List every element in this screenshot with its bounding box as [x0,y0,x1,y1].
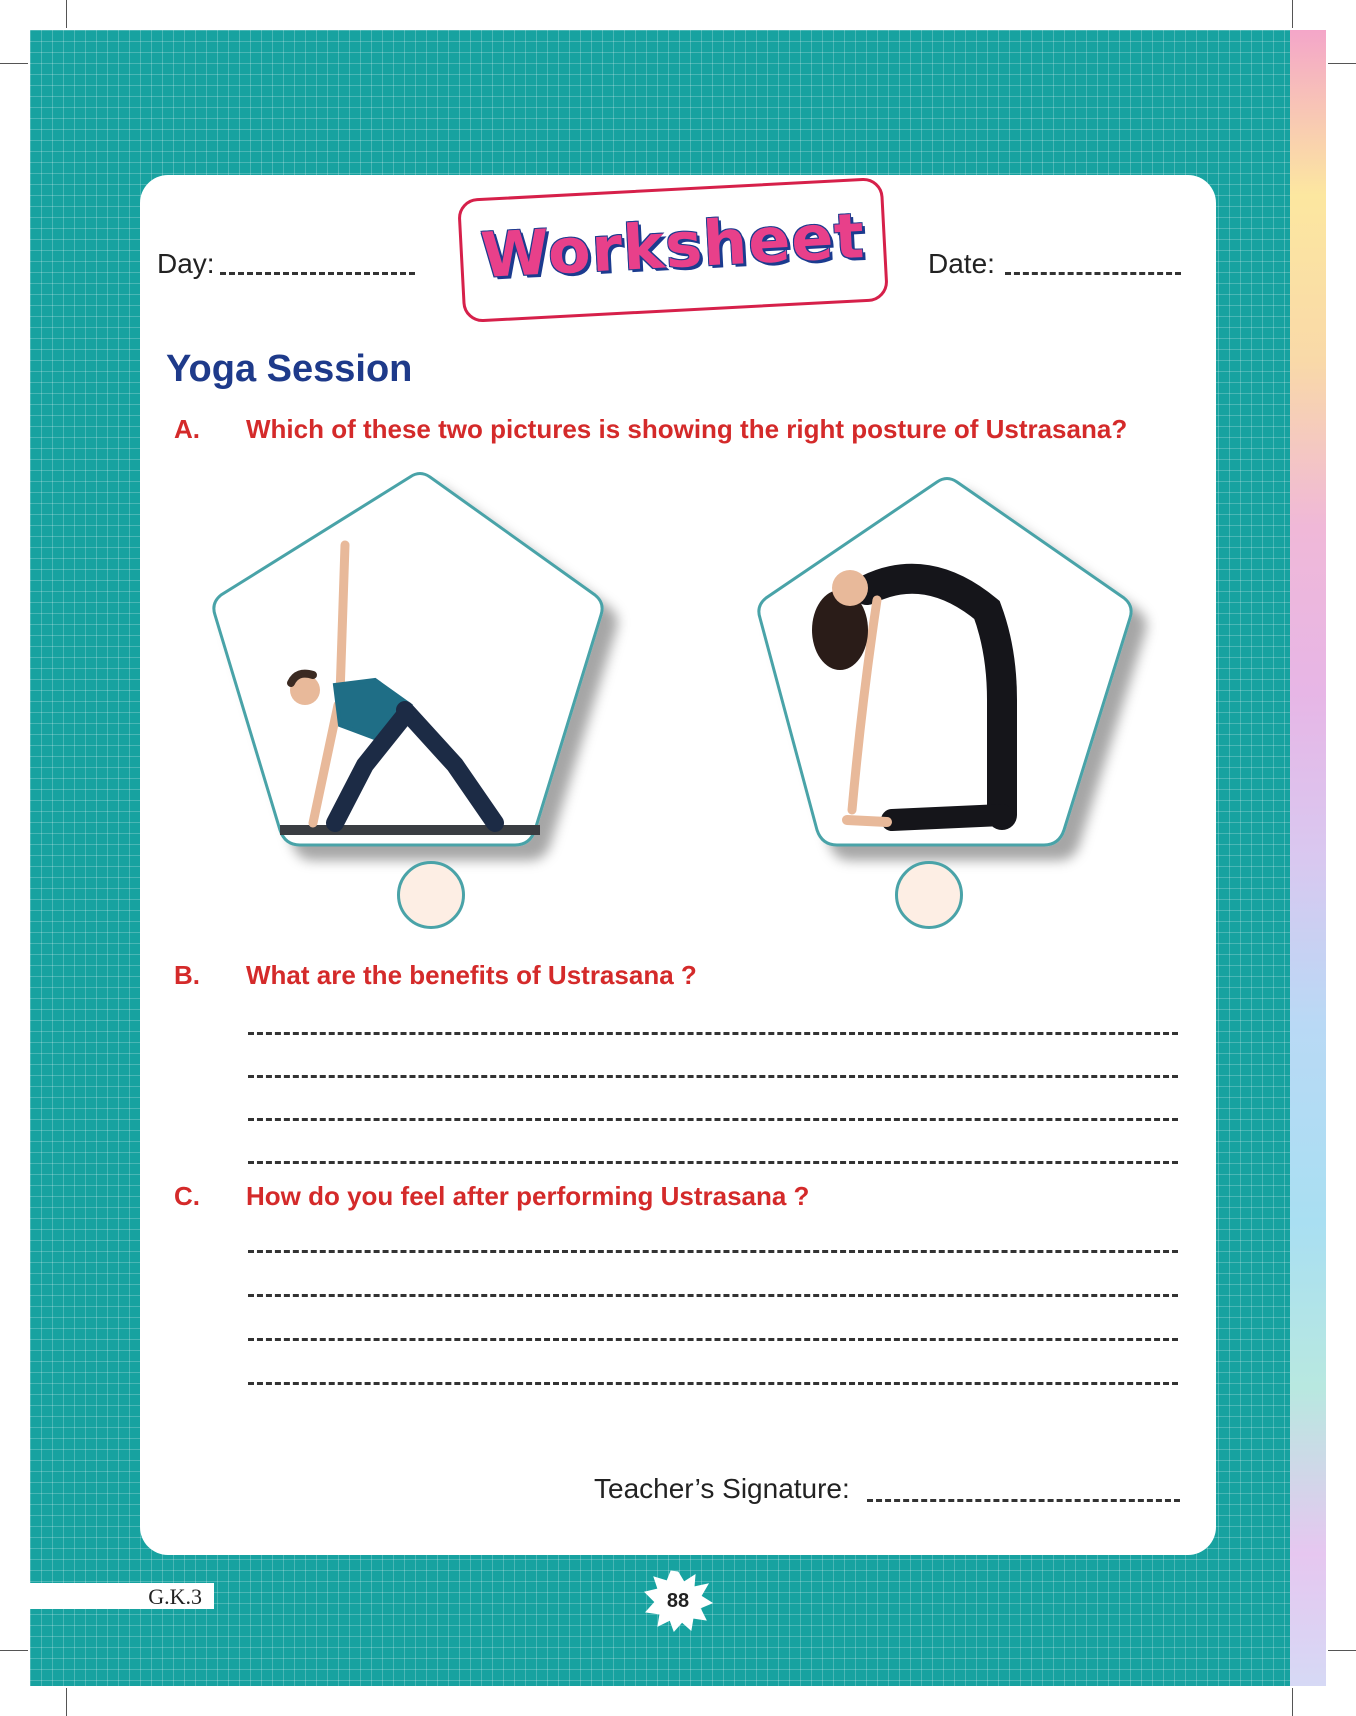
crop-mark [1292,1688,1293,1716]
pentagon-frame [759,479,1131,846]
date-label: Date: [928,248,995,279]
rainbow-edge-strip [1290,30,1326,1686]
worksheet-title-box [457,177,889,323]
date-input-line[interactable] [1005,272,1181,275]
worksheet-title: Worksheet [478,198,867,293]
question-a-letter: A. [174,414,200,444]
question-b-letter: B. [174,960,200,990]
signature-line[interactable] [867,1499,1180,1502]
photo-triangle-pose [205,465,635,885]
answer-circle-1[interactable] [397,861,465,929]
day-label: Day: [157,248,215,279]
question-b-text: What are the benefits of Ustrasana ? [246,960,697,990]
crop-mark [1292,0,1293,28]
section-title: Yoga Session [166,348,413,390]
answer-circle-2[interactable] [895,861,963,929]
answer-c-line-2[interactable] [248,1294,1178,1297]
page-number: 88 [666,1590,690,1612]
signature-label: Teacher’s Signature: [594,1473,850,1504]
crop-mark [0,1650,28,1651]
photo-camel-pose [752,470,1182,890]
page-number-badge [643,1570,713,1632]
answer-c-line-4[interactable] [248,1382,1178,1385]
question-c-text: How do you feel after performing Ustrasana ? [246,1181,810,1211]
answer-b-line-1[interactable] [248,1032,1178,1035]
answer-c-line-1[interactable] [248,1250,1178,1253]
crop-mark [66,1688,67,1716]
book-code: G.K.3 [148,1584,202,1609]
crop-mark [1328,1650,1356,1651]
answer-b-line-2[interactable] [248,1075,1178,1078]
crop-mark [1328,63,1356,64]
day-input-line[interactable] [220,272,415,275]
answer-b-line-4[interactable] [248,1161,1178,1164]
answer-b-line-3[interactable] [248,1118,1178,1121]
question-a-text: Which of these two pictures is showing the right posture of Ustrasana? [246,414,1128,444]
pentagon-frame [214,474,602,846]
question-c-letter: C. [174,1181,200,1211]
crop-mark [0,63,28,64]
answer-c-line-3[interactable] [248,1338,1178,1341]
book-code-tag [30,1583,214,1609]
crop-mark [66,0,67,28]
